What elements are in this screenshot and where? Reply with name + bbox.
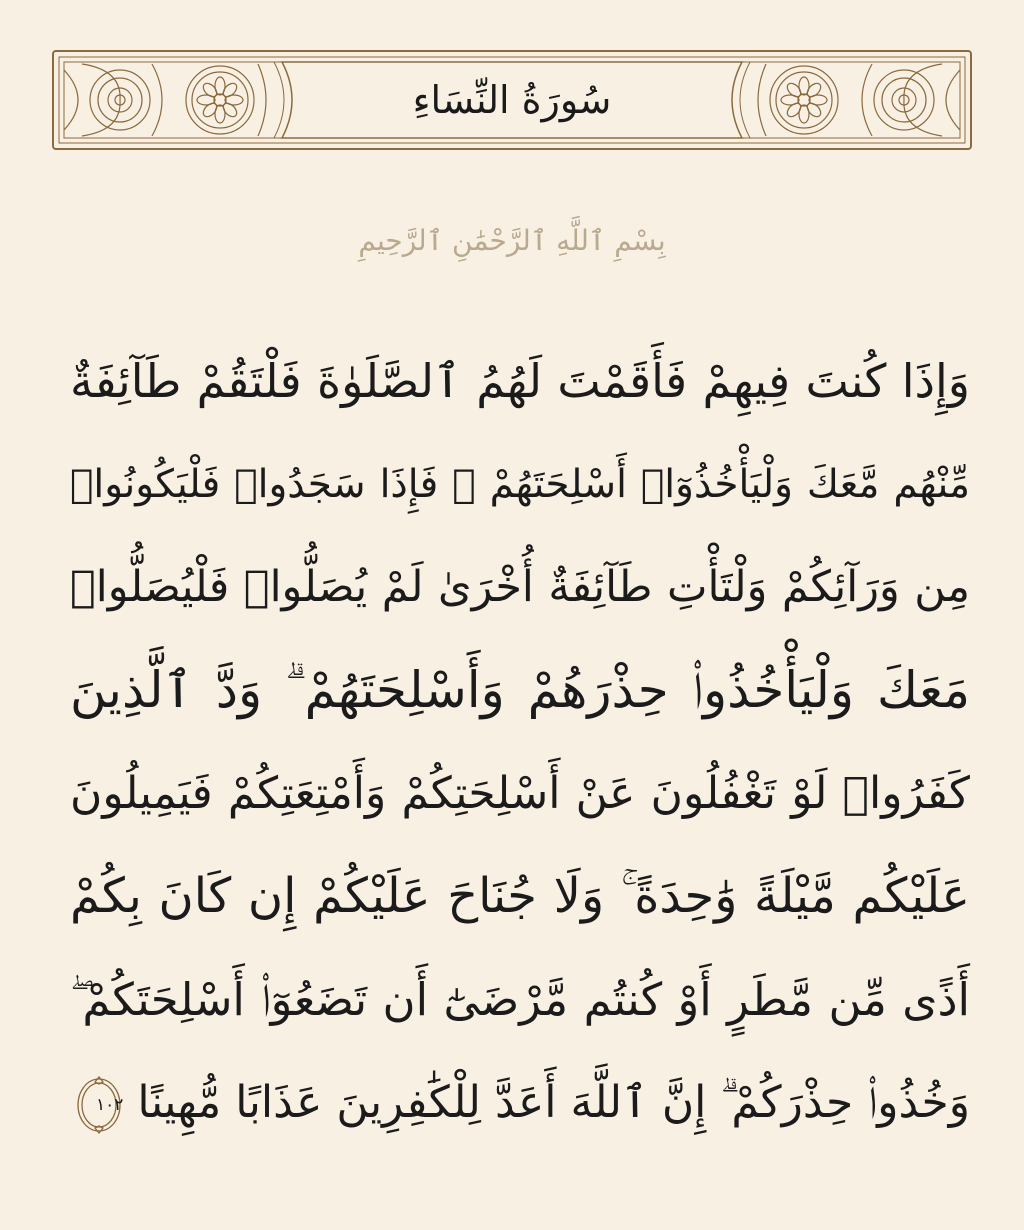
verse-line: وَإِذَا كُنتَ فِيهِمْ فَأَقَمْتَ لَهُمُ ٱلصَّلَوٰةَ فَلْتَقُمْ طَآئِفَةٌ [70, 354, 970, 408]
verse-line-text: وَخُذُوا۟ حِذْرَكُمْ ۗ إِنَّ ٱللَّهَ أَعَدَّ لِلْكَٰفِرِينَ عَذَابًا مُّهِينًا [137, 1077, 970, 1128]
verse-line: عَلَيْكُم مَّيْلَةً وَٰحِدَةً ۚ وَلَا جُنَاحَ عَلَيْكُمْ إِن كَانَ بِكُمْ [70, 868, 970, 924]
verse-line-last [70, 1051, 970, 1154]
verse-number: ١٠٢ [96, 1095, 124, 1115]
surah-title: سُورَةُ النِّسَاءِ [412, 78, 612, 122]
basmala: بِسْمِ ٱللَّهِ ٱلرَّحْمَٰنِ ٱلرَّحِيمِ [358, 223, 666, 257]
verse-line: أَذًى مِّن مَّطَرٍ أَوْ كُنتُم مَّرْضَىٰٓ أَن تَضَعُوٓا۟ أَسْلِحَتَكُمْ ۖ [70, 973, 970, 1026]
verse-block [70, 330, 970, 1154]
surah-header-frame [52, 50, 972, 150]
verse-line: كَفَرُوا۟ لَوْ تَغْفُلُونَ عَنْ أَسْلِحَتِكُمْ وَأَمْتِعَتِكُمْ فَيَمِيلُونَ [70, 768, 970, 819]
verse-line: مِّنْهُم مَّعَكَ وَلْيَأْخُذُوٓا۟ أَسْلِحَتَهُمْ ۖ فَإِذَا سَجَدُوا۟ فَلْيَكُونُوا۟ [70, 462, 970, 507]
verse-line: مَعَكَ وَلْيَأْخُذُوا۟ حِذْرَهُمْ وَأَسْلِحَتَهُمْ ۗ وَدَّ ٱلَّذِينَ [70, 661, 970, 719]
verse-line: مِن وَرَآئِكُمْ وَلْتَأْتِ طَآئِفَةٌ أُخْرَىٰ لَمْ يُصَلُّوا۟ فَلْيُصَلُّوا۟ [70, 562, 970, 612]
verse-number-marker [75, 1076, 123, 1134]
